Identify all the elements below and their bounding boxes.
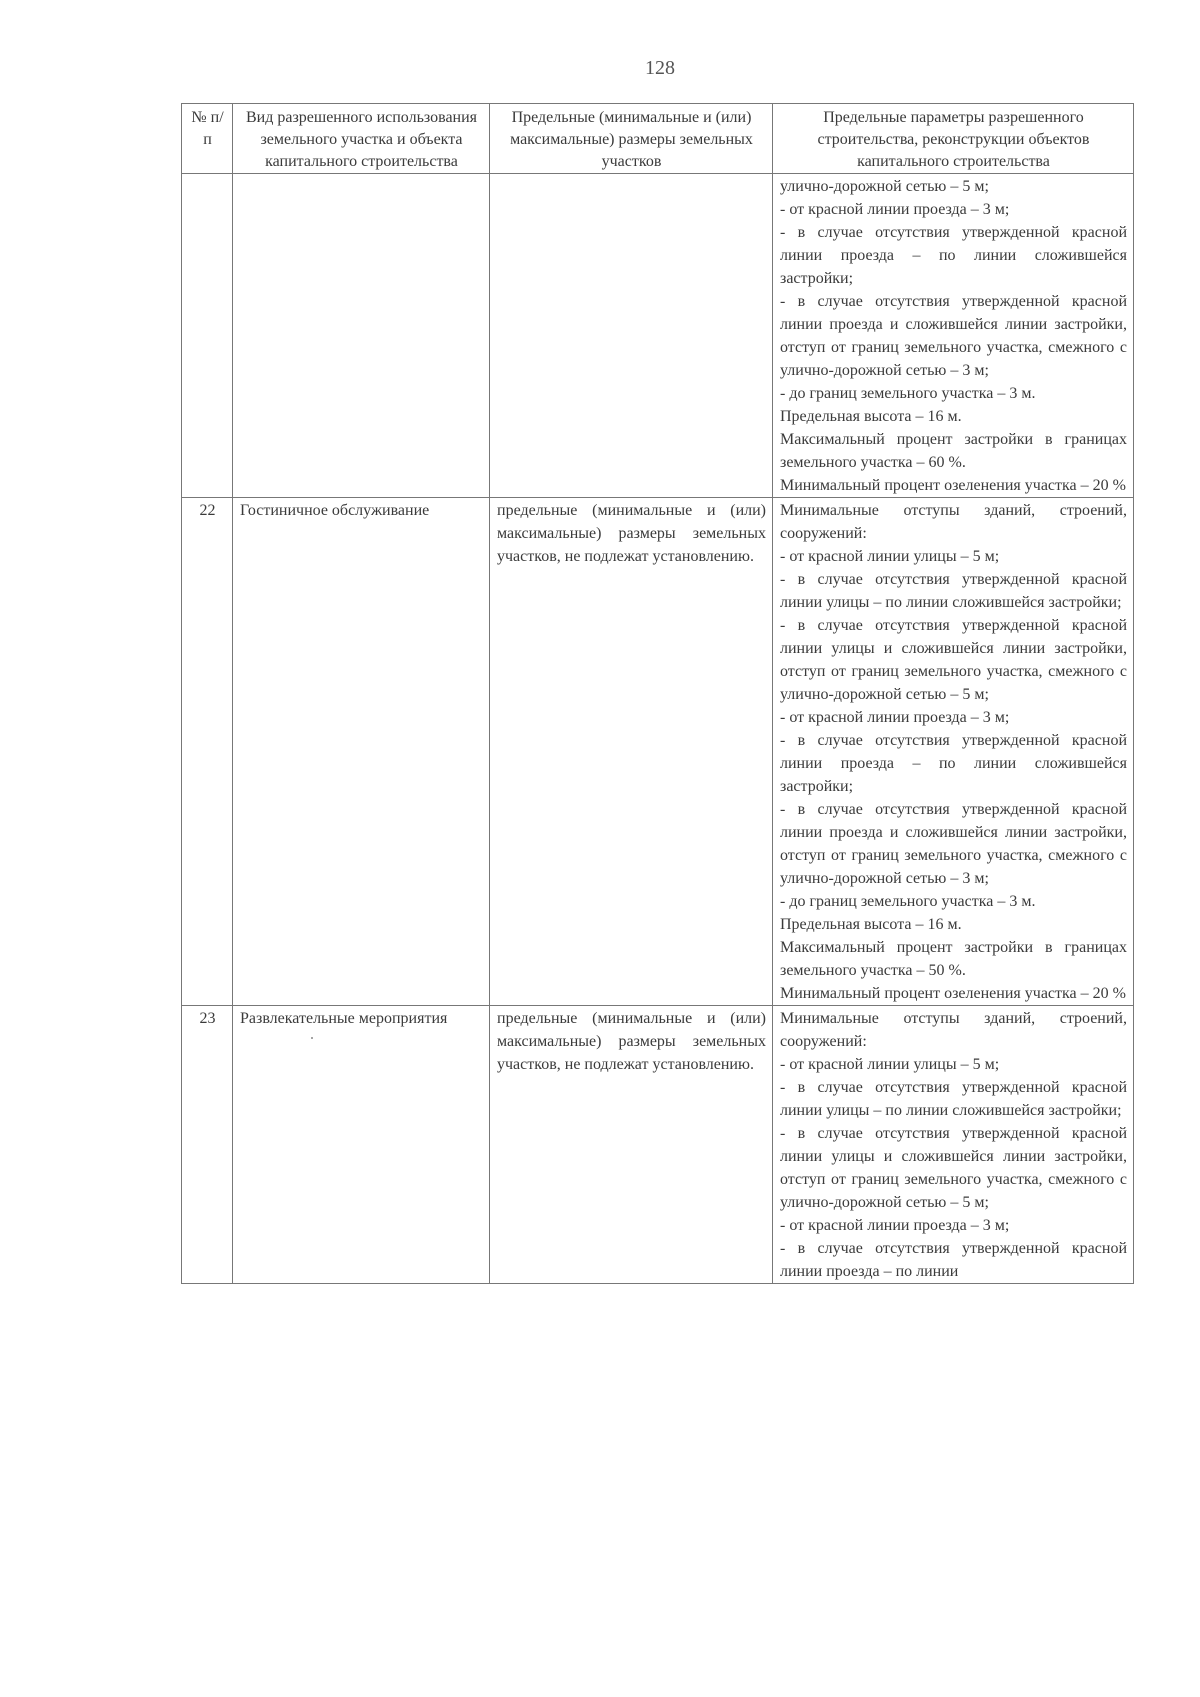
row-use-type: Гостиничное обслуживание: [233, 498, 490, 1006]
parameter-line: - в случае отсутствия утвержденной красной линии улицы – по линии сложившейся застройки;: [780, 1079, 1127, 1119]
row-num: [182, 174, 233, 498]
parameter-line: - в случае отсутствия утвержденной красной линии улицы и сложившейся линии застройки, отступ от границ земельного участка, смежного с улично-дорожной сетью – 5 м;: [780, 617, 1127, 703]
parameter-line: - от красной линии улицы – 5 м;: [780, 1056, 1000, 1073]
parameter-line: Минимальный процент озеленения участка – 20 %: [780, 477, 1126, 494]
parameter-line: - в случае отсутствия утвержденной красной линии проезда – по линии: [780, 1240, 1127, 1280]
parameter-line: Максимальный процент застройки в границах земельного участка – 50 %.: [780, 939, 1127, 979]
parameter-line: - в случае отсутствия утвержденной красной линии проезда и сложившейся линии застройки, отступ от границ земельного участка, смежного с улично-дорожной сетью – 3 м;: [780, 293, 1127, 379]
header-plot-sizes: Предельные (минимальные и (или) максимальные) размеры земельных участков: [490, 104, 773, 174]
row-plot-sizes: предельные (минимальные и (или) максимальные) размеры земельных участков, не подлежат установлению.: [490, 1006, 773, 1284]
parameter-line: - от красной линии проезда – 3 м;: [780, 201, 1010, 218]
parameter-line: - в случае отсутствия утвержденной красной линии проезда – по линии сложившейся застройки;: [780, 224, 1127, 287]
parameter-line: - в случае отсутствия утвержденной красной линии проезда – по линии сложившейся застройки;: [780, 732, 1127, 795]
table-header-row: [182, 104, 1134, 174]
parameter-line: Минимальные отступы зданий, строений, сооружений:: [780, 502, 1127, 542]
header-use-type: Вид разрешенного использования земельного участка и объекта капитального строительства: [233, 104, 490, 174]
row-num: 22: [182, 498, 233, 1006]
parameter-line: Минимальный процент озеленения участка – 20 %: [780, 985, 1126, 1002]
row-parameters: [773, 174, 1134, 498]
parameter-line: - от красной линии улицы – 5 м;: [780, 548, 1000, 565]
table-row: [182, 174, 1134, 498]
parameter-line: - в случае отсутствия утвержденной красной линии улицы – по линии сложившейся застройки;: [780, 571, 1127, 611]
row-parameters: [773, 1006, 1134, 1284]
parameter-line: Предельная высота – 16 м.: [780, 916, 962, 933]
header-parameters: Предельные параметры разрешенного строительства, реконструкции объектов капитального строительства: [773, 104, 1134, 174]
row-use-type: [233, 174, 490, 498]
table-row: [182, 498, 1134, 1006]
page-number: 128: [645, 57, 675, 79]
table-row: [182, 1006, 1134, 1284]
parameter-line: Предельная высота – 16 м.: [780, 408, 962, 425]
row-use-type: Развлекательные мероприятия: [233, 1006, 490, 1284]
parameter-line: - от красной линии проезда – 3 м;: [780, 1217, 1010, 1234]
parameter-line: улично-дорожной сетью – 5 м;: [780, 178, 989, 195]
parameter-line: Минимальные отступы зданий, строений, сооружений:: [780, 1010, 1127, 1050]
parameter-line: - до границ земельного участка – 3 м.: [780, 893, 1036, 910]
parameter-line: - в случае отсутствия утвержденной красной линии проезда и сложившейся линии застройки, отступ от границ земельного участка, смежного с улично-дорожной сетью – 3 м;: [780, 801, 1127, 887]
parameter-line: - в случае отсутствия утвержденной красной линии улицы и сложившейся линии застройки, отступ от границ земельного участка, смежного с улично-дорожной сетью – 5 м;: [780, 1125, 1127, 1211]
parameter-line: - от красной линии проезда – 3 м;: [780, 709, 1010, 726]
row-parameters: [773, 498, 1134, 1006]
parameter-line: Максимальный процент застройки в границах земельного участка – 60 %.: [780, 431, 1127, 471]
row-plot-sizes: предельные (минимальные и (или) максимальные) размеры земельных участков, не подлежат установлению.: [490, 498, 773, 1006]
parameter-line: - до границ земельного участка – 3 м.: [780, 385, 1036, 402]
row-plot-sizes: [490, 174, 773, 498]
scan-speck: [311, 1037, 313, 1039]
land-use-table: [181, 103, 1134, 1284]
header-num: № п/п: [182, 104, 233, 174]
row-num: 23: [182, 1006, 233, 1284]
